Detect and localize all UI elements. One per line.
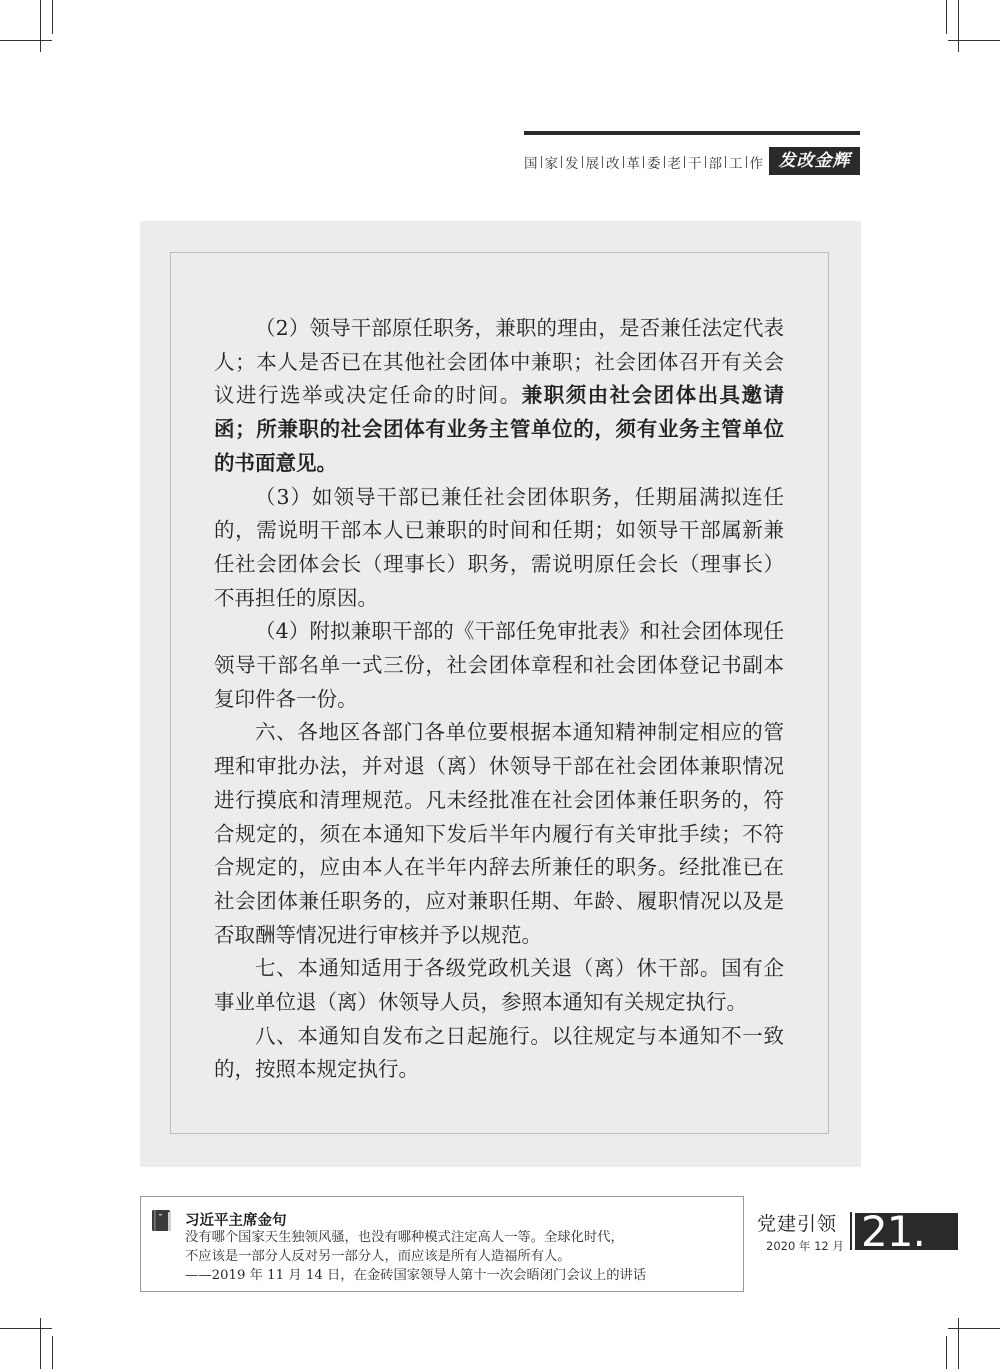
header-separator (582, 156, 583, 168)
content-panel (140, 221, 861, 1167)
header-org-char: 国 (524, 156, 538, 172)
header-separator (541, 156, 542, 168)
header-org-char: 展 (585, 156, 599, 172)
quote-box (140, 1196, 744, 1292)
crop-mark (40, 1318, 41, 1369)
header-separator (746, 156, 747, 168)
quote-title: 习近平主席金句 (185, 1212, 287, 1229)
header-rule (524, 131, 860, 135)
section-name: 党建引领 (757, 1213, 838, 1235)
header-separator (643, 156, 644, 168)
crop-mark (0, 40, 52, 41)
crop-mark (946, 0, 947, 34)
header-org-char: 部 (708, 156, 722, 172)
crop-mark (0, 1328, 52, 1329)
article-paragraph (214, 312, 784, 481)
header-separator (602, 156, 603, 168)
section-divider (850, 1212, 852, 1250)
header-separator (684, 156, 685, 168)
book-icon (151, 1209, 172, 1233)
quote-line: 不应该是一部分人反对另一部分人，而应该是所有人造福所有人。 (185, 1249, 571, 1264)
paragraph-text: （3）如领导干部已兼任社会团体职务，任期届满拟连任的，需说明干部本人已兼职的时间和任期；如领导干部属新兼任社会团体会长（理事长）职务，需说明原任会长（理事长）不再担任的原因。 (214, 484, 784, 610)
article-paragraph (214, 716, 784, 952)
article-paragraph (214, 952, 784, 1019)
crop-mark (958, 1318, 959, 1369)
paragraph-text: （4）附拟兼职干部的《干部任免审批表》和社会团体现任领导干部名单一式三份，社会团体章程和社会团体登记书副本复印件各一份。 (214, 619, 784, 711)
header-separator (664, 156, 665, 168)
crop-mark (40, 0, 41, 52)
header-separator (725, 156, 726, 168)
paragraph-text: 六、各地区各部门各单位要根据本通知精神制定相应的管理和审批办法，并对退（离）休领导干部在社会团体兼职情况进行摸底和清理规范。凡未经批准在社会团体兼任职务的，符合规定的，须在本通知下发后半年内履行有关审批手续；不符合规定的，应由本人在半年内辞去所兼任的职务。经批准已在社会团体兼任职务的，应对兼职任期、年龄、履职情况以及是否取酬等情况进行审核并予以规范。 (214, 720, 784, 947)
article-body (214, 312, 784, 1087)
article-paragraph (214, 615, 784, 716)
quote-text (185, 1228, 741, 1285)
article-paragraph (214, 1020, 784, 1087)
paragraph-text: 七、本通知适用于各级党政机关退（离）休干部。国有企事业单位退（离）休领导人员，参照本通知有关规定执行。 (214, 956, 784, 1015)
header-org-char: 作 (749, 156, 763, 172)
crop-mark (946, 1336, 947, 1369)
crop-mark (948, 1328, 1000, 1329)
header-org-char: 改 (606, 156, 620, 172)
header-org-char: 家 (544, 156, 558, 172)
header-brand: 发改金辉 (769, 147, 860, 175)
page-number: 21. (855, 1213, 958, 1250)
paragraph-text: （2）领导干部原任职务，兼职的理由，是否兼任法定代表人；本人是否已在其他社会团体中兼职；社会团体召开有关会议进行选举或决定任命的时间。 (214, 316, 784, 408)
header-org-char: 发 (565, 156, 579, 172)
header-org-char: 老 (667, 156, 681, 172)
issue-date: 2020 年 12 月 (766, 1239, 844, 1253)
crop-mark (52, 0, 53, 34)
crop-mark (948, 40, 1000, 41)
header-org-char: 工 (729, 156, 743, 172)
header-org-char: 革 (626, 156, 640, 172)
header-separator (623, 156, 624, 168)
header-organization (522, 151, 765, 173)
crop-mark (52, 1336, 53, 1369)
paragraph-text: 八、本通知自发布之日起施行。以往规定与本通知不一致的，按照本规定执行。 (214, 1023, 784, 1082)
header-org-char: 干 (688, 156, 702, 172)
header-separator (705, 156, 706, 168)
paragraph-bold-text: 兼职须由社会团体出具邀请函；所兼职的社会团体有业务主管单位的，须有业务主管单位的书面意见。 (214, 383, 785, 475)
quote-source: ——2019 年 11 月 14 日，在金砖国家领导人第十一次会晤闭门会议上的讲话 (185, 1268, 647, 1283)
header-separator (561, 156, 562, 168)
crop-mark (958, 0, 959, 52)
quote-line: 没有哪个国家天生独领风骚，也没有哪种模式注定高人一等。全球化时代， (185, 1230, 624, 1245)
header-org-char: 委 (647, 156, 661, 172)
article-paragraph (214, 481, 784, 616)
